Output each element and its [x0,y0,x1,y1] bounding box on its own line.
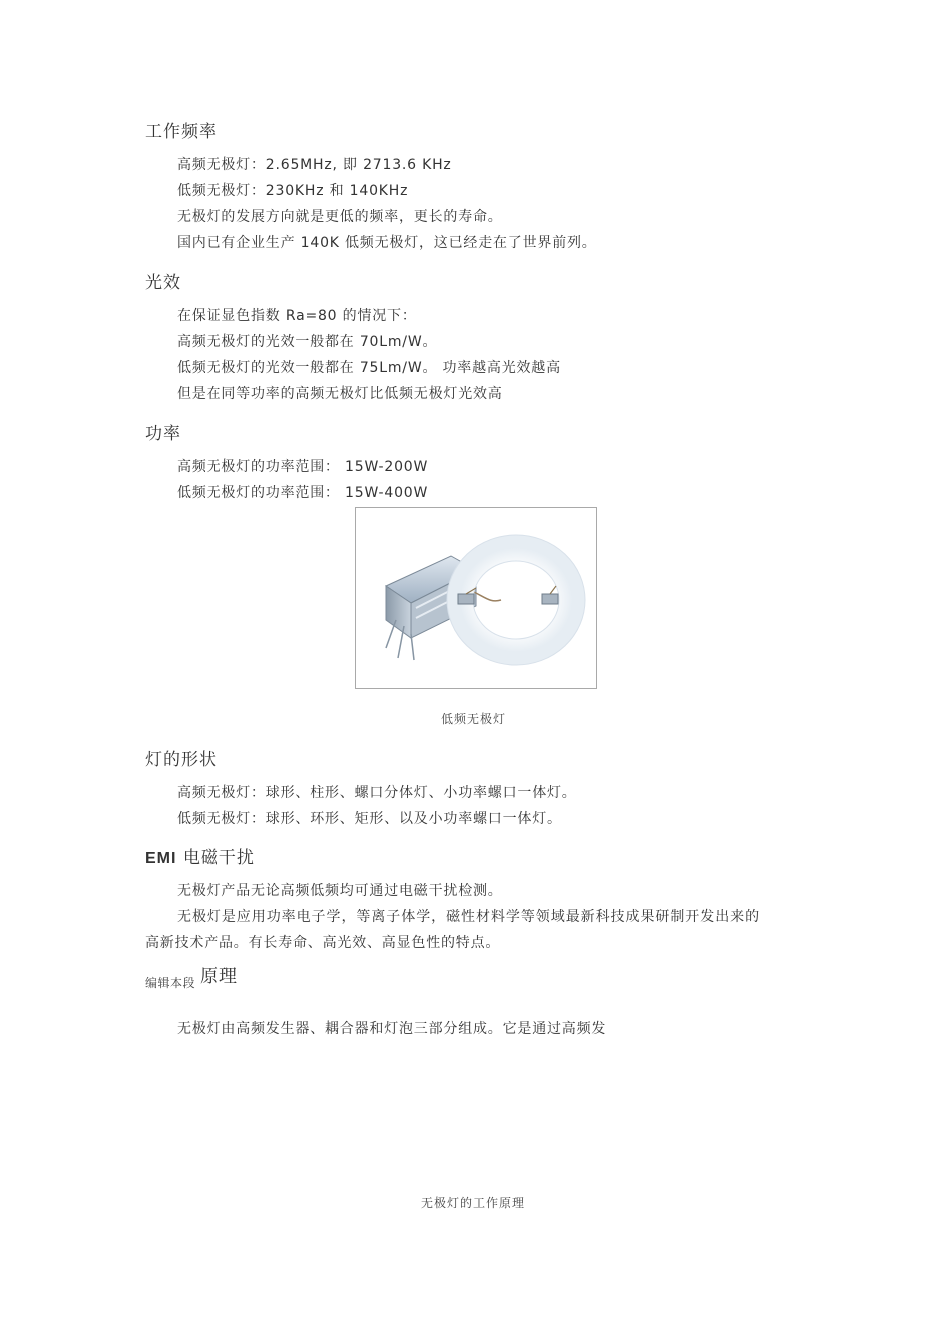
freq-line-4: 国内已有企业生产 140K 低频无极灯，这已经走在了世界前列。 [177,235,597,251]
heading-lamp-shape: 灯的形状 [145,750,217,770]
heading-power: 功率 [145,424,181,444]
principle-line-1: 无极灯由高频发生器、耦合器和灯泡三部分组成。它是通过高频发 [177,1021,607,1037]
lamp-product-image [355,507,597,689]
heading-working-frequency: 工作频率 [145,122,217,142]
emi-paragraph-line-2: 高新技术产品。有长寿命、高光效、高显色性的特点。 [145,935,501,951]
power-line-2: 低频无极灯的功率范围： 15W-400W [177,485,429,501]
freq-line-1: 高频无极灯：2.65MHz, 即 2713.6 KHz [177,157,452,173]
efficacy-line-3: 低频无极灯的光效一般都在 75Lm/W。 功率越高光效越高 [177,360,561,376]
efficacy-line-2: 高频无极灯的光效一般都在 70Lm/W。 [177,334,438,350]
figure-caption-low-frequency-lamp: 低频无极灯 [441,712,507,726]
emi-paragraph-line-1: 无极灯是应用功率电子学，等离子体学，磁性材料学等领域最新科技成果研制开发出来的 [177,909,761,925]
edit-section-link[interactable]: 编辑本段 [145,976,196,990]
freq-line-2: 低频无极灯：230KHz 和 140KHz [177,183,409,199]
shape-line-2: 低频无极灯：球形、环形、矩形、以及小功率螺口一体灯。 [177,811,562,827]
shape-line-1: 高频无极灯：球形、柱形、螺口分体灯、小功率螺口一体灯。 [177,785,577,801]
efficacy-line-4: 但是在同等功率的高频无极灯比低频无极灯光效高 [177,386,503,402]
emi-heading-text: 电磁干扰 [176,848,255,868]
emi-line-1: 无极灯产品无论高频低频均可通过电磁干扰检测。 [177,883,503,899]
emi-bold: EMI [145,850,177,867]
efficacy-line-1: 在保证显色指数 Ra=80 的情况下： [177,308,417,324]
heading-emi [145,843,255,868]
figure-caption-working-principle: 无极灯的工作原理 [421,1196,526,1210]
lamp-illustration [356,508,596,688]
heading-principle: 原理 [200,966,238,987]
freq-line-3: 无极灯的发展方向就是更低的频率，更长的寿命。 [177,209,503,225]
power-line-1: 高频无极灯的功率范围： 15W-200W [177,459,429,475]
heading-efficacy: 光效 [145,273,181,293]
